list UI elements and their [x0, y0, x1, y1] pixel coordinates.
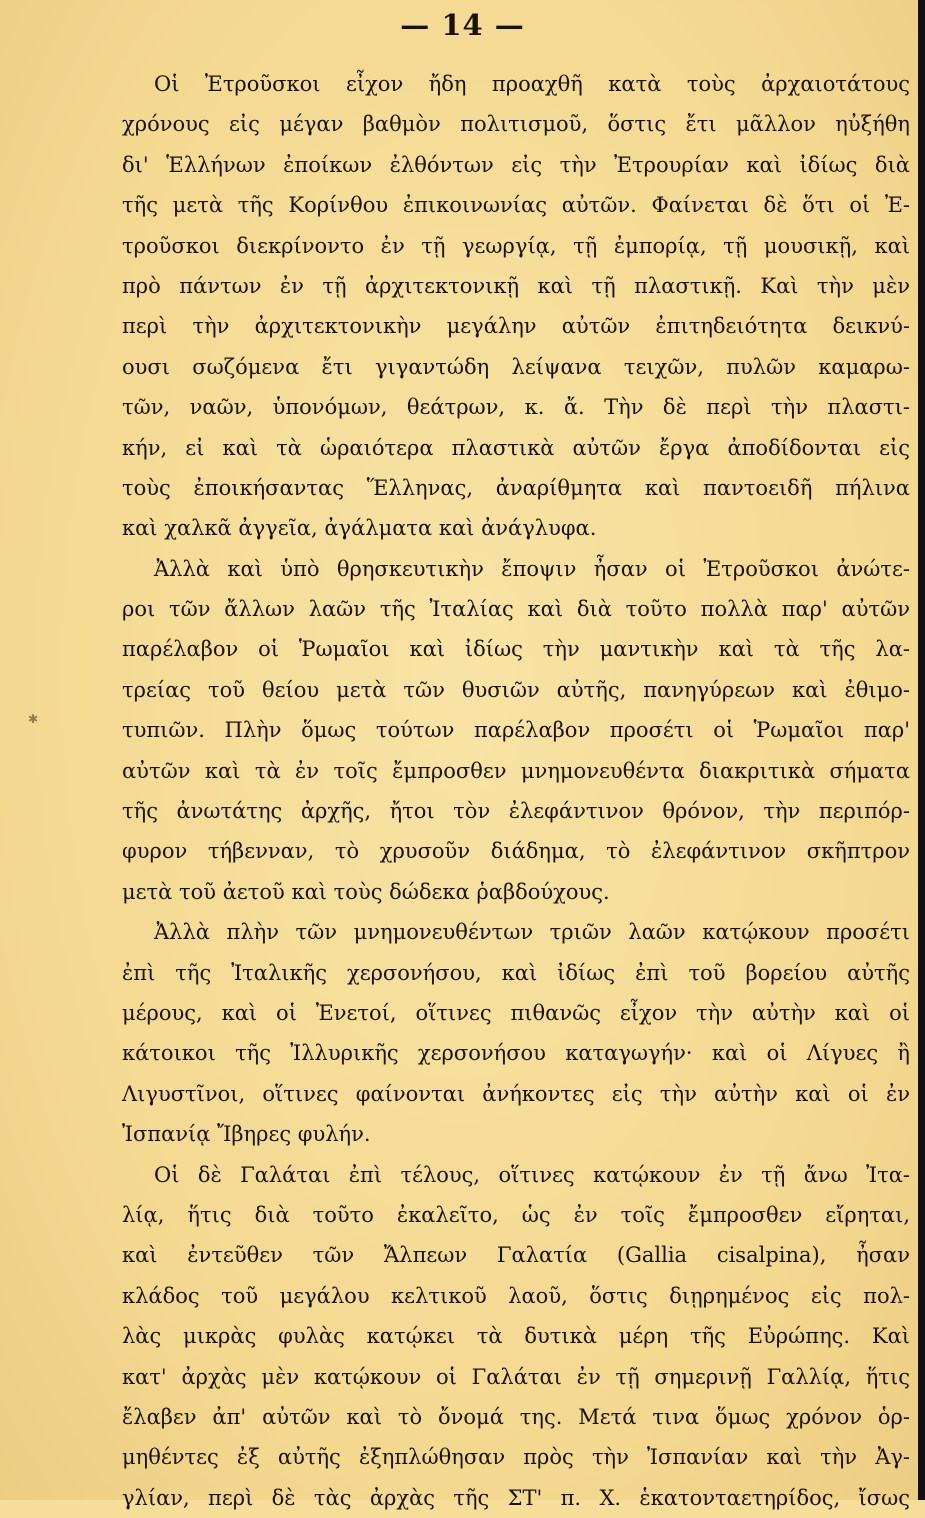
page-edge-shadow	[918, 0, 925, 1500]
text-line: Ἀλλὰ πλὴν τῶν μνημονευθέντων τριῶν λαῶν κατῴκουν προσέτι	[154, 920, 910, 945]
text-line: Οἱ Ἐτροῦσκοι εἶχον ἤδη προαχθῆ κατὰ τοὺς ἀρχαιοτάτους	[154, 72, 910, 96]
text-line: μέρους, καὶ οἱ Ἐνετοί, οἵτινες πιθανῶς εἶχον τὴν αὐτὴν καὶ οἱ	[122, 1000, 910, 1025]
text-line: ουσι σωζόμενα ἔτι γιγαντώδη λείψανα τειχῶν, πυλῶν καμαρω-	[122, 354, 910, 379]
body-text	[122, 64, 910, 1518]
text-line: τῆς μετὰ τῆς Κορίνθου ἐπικοινωνίας αὐτῶν. Φαίνεται δὲ ὅτι οἱ Ἐ-	[122, 193, 910, 218]
text-line: λὰς μικρὰς φυλὰς κατῴκει τὰ δυτικὰ μέρη τῆς Εὐρώπης. Καὶ	[122, 1324, 910, 1349]
text-line: κλάδος τοῦ μεγάλου κελτικοῦ λαοῦ, ὅστις διῃρημένος εἰς πολ-	[122, 1283, 910, 1308]
text-line: τῶν, ναῶν, ὑπονόμων, θεάτρων, κ. ἄ. Τὴν δὲ περὶ τὴν πλαστι-	[122, 395, 910, 420]
text-line: κατ' ἀρχὰς μὲν κατῴκουν οἱ Γαλάται ἐν τῇ σημερινῇ Γαλλίᾳ, ἥτις	[122, 1364, 910, 1389]
text-line: τῆς ἀνωτάτης ἀρχῆς, ἤτοι τὸν ἐλεφάντινον θρόνον, τὴν περιπόρ-	[122, 799, 910, 824]
text-line: πρὸ πάντων ἐν τῇ ἀρχιτεκτονικῇ καὶ τῇ πλαστικῇ. Καὶ τὴν μὲν	[122, 273, 910, 298]
text-line: ἐπὶ τῆς Ἰταλικῆς χερσονήσου, καὶ ἰδίως ἐπὶ τοῦ βορείου αὐτῆς	[122, 960, 910, 985]
text-line: καὶ χαλκᾶ ἀγγεῖα, ἀγάλματα καὶ ἀνάγλυφα.	[122, 516, 597, 541]
text-line: Ἰσπανίᾳ Ἴβηρες φυλήν.	[122, 1122, 371, 1147]
text-line: παρέλαβον οἱ Ῥωμαῖοι καὶ ἰδίως τὴν μαντικὴν καὶ τὰ τῆς λα-	[122, 637, 910, 662]
text-line: μηθέντες ἐξ αὐτῆς ἐξηπλώθησαν πρὸς τὴν Ἰσπανίαν καὶ τὴν Ἀγ-	[122, 1445, 910, 1470]
margin-blemish: ✱	[28, 712, 39, 726]
text-line: αὐτῶν καὶ τὰ ἐν τοῖς ἔμπροσθεν μνημονευθέντα διακριτικὰ σήματα	[122, 758, 910, 783]
text-line: λίᾳ, ἥτις διὰ τοῦτο ἐκαλεῖτο, ὡς ἐν τοῖς ἔμπροσθεν εἴρηται,	[122, 1202, 910, 1227]
text-line: Λιγυστῖνοι, οἵτινες φαίνονται ἀνήκοντες εἰς τὴν αὐτὴν καὶ οἱ ἐν	[122, 1081, 910, 1106]
text-line: τρείας τοῦ θείου μετὰ τῶν θυσιῶν αὐτῆς, πανηγύρεων καὶ ἐθιμο-	[122, 677, 910, 702]
text-line: μετὰ τοῦ ἀετοῦ καὶ τοὺς δώδεκα ῥαβδούχους.	[122, 879, 610, 904]
text-line: κήν, εἰ καὶ τὰ ὡραιότερα πλαστικὰ αὐτῶν ἔργα ἀποδίδονται εἰς	[122, 435, 910, 460]
text-line: δι' Ἑλλήνων ἐποίκων ἐλθόντων εἰς τὴν Ἐτρουρίαν καὶ ἰδίως διὰ	[122, 152, 910, 177]
text-line: κάτοικοι τῆς Ἰλλυρικῆς χερσονήσου καταγωγήν· καὶ οἱ Λίγυες ἢ	[122, 1041, 910, 1066]
text-line: τροῦσκοι διεκρίνοντο ἐν τῇ γεωργίᾳ, τῇ ἐμπορίᾳ, τῇ μουσικῇ, καὶ	[122, 233, 910, 258]
text-line: χρόνους εἰς μέγαν βαθμὸν πολιτισμοῦ, ὅστις ἔτι μᾶλλον ηὐξήθη	[122, 112, 910, 137]
text-line: τυπιῶν. Πλὴν ὅμως τούτων παρέλαβον προσέτι οἱ Ῥωμαῖοι παρ'	[122, 718, 910, 743]
page-number: — 14 —	[400, 8, 525, 42]
text-line: τοὺς ἐποικήσαντας Ἕλληνας, ἀναρίθμητα καὶ παντοειδῆ πήλινα	[122, 475, 910, 500]
text-line: Οἱ δὲ Γαλάται ἐπὶ τέλους, οἵτινες κατῴκουν ἐν τῇ ἄνω Ἰτα-	[154, 1162, 910, 1187]
text-line: ροι τῶν ἄλλων λαῶν τῆς Ἰταλίας καὶ διὰ τοῦτο πολλὰ παρ' αὐτῶν	[122, 597, 910, 622]
text-line: Ἀλλὰ καὶ ὑπὸ θρησκευτικὴν ἔποψιν ἦσαν οἱ Ἐτροῦσκοι ἀνώτε-	[154, 556, 910, 581]
text-line: περὶ τὴν ἀρχιτεκτονικὴν μεγάλην αὐτῶν ἐπιτηδειότητα δεικνύ-	[122, 314, 910, 339]
text-line: καὶ ἐντεῦθεν τῶν Ἄλπεων Γαλατία (Gallia cisalpina), ἦσαν	[122, 1243, 910, 1268]
text-line: ἔλαβεν ἀπ' αὐτῶν καὶ τὸ ὄνομά της. Μετά τινα ὅμως χρόνον ὁρ-	[122, 1404, 910, 1429]
text-line: φυρον τήβενναν, τὸ χρυσοῦν διάδημα, τὸ ἐλεφάντινον σκῆπτρον	[122, 839, 910, 864]
text-line: γλίαν, περὶ δὲ τὰς ἀρχὰς τῆς ΣΤ' π. Χ. ἑκατονταετηρίδος, ἴσως	[122, 1485, 910, 1510]
